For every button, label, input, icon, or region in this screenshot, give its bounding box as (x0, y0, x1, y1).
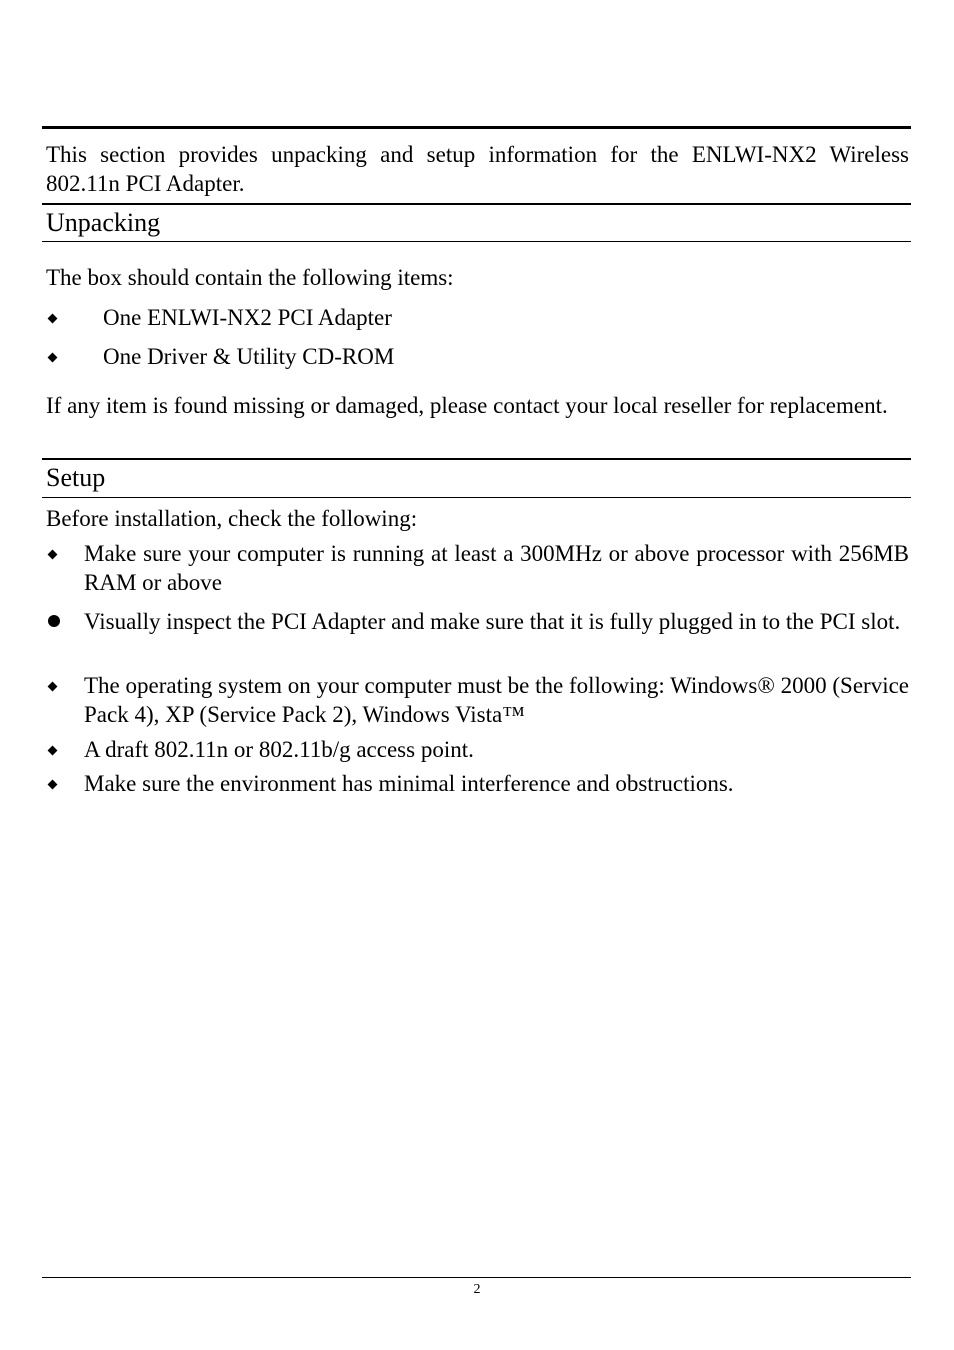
unpacking-lead: The box should contain the following items: (46, 265, 454, 290)
list-item-text: A draft 802.11n or 802.11b/g access point. (84, 737, 474, 762)
unpacking-top-rule (42, 203, 911, 205)
footer-rule (42, 1277, 911, 1278)
page-number: 2 (473, 1282, 481, 1297)
unpacking-heading: Unpacking (46, 208, 161, 237)
round-bullet-icon (46, 607, 66, 636)
unpacking-note: If any item is found missing or damaged, please contact your local reseller for replacement. (46, 393, 888, 418)
diamond-bullet-icon (46, 769, 66, 798)
list-item-text: The operating system on your computer must be the following: Windows® 2000 (Service Pack 4), XP (Service Pack 2), Windows Vista™ (84, 673, 909, 727)
list-item-text: One ENLWI-NX2 PCI Adapter (103, 305, 392, 330)
setup-lead: Before installation, check the following: (46, 506, 418, 531)
list-item-text: One Driver & Utility CD-ROM (103, 344, 395, 369)
list-item-text: Visually inspect the PCI Adapter and make sure that it is fully plugged in to the PCI slot. (84, 609, 901, 634)
top-rule (42, 126, 911, 129)
diamond-bullet-icon (46, 671, 66, 700)
list-item-text: Make sure your computer is running at least a 300MHz or above processor with 256MB RAM or above (84, 541, 909, 595)
list-item-text: Make sure the environment has minimal interference and obstructions. (84, 771, 734, 796)
setup-heading: Setup (46, 463, 106, 492)
setup-top-rule (42, 458, 911, 460)
diamond-bullet-icon (46, 342, 66, 371)
diamond-bullet-icon (46, 735, 66, 764)
setup-bottom-rule (42, 497, 911, 498)
diamond-bullet-icon (46, 303, 66, 332)
intro-paragraph: This section provides unpacking and setup information for the ENLWI-NX2 Wireless 802.11n PCI Adapter. (46, 142, 909, 196)
unpacking-bottom-rule (42, 241, 911, 242)
diamond-bullet-icon (46, 539, 66, 568)
